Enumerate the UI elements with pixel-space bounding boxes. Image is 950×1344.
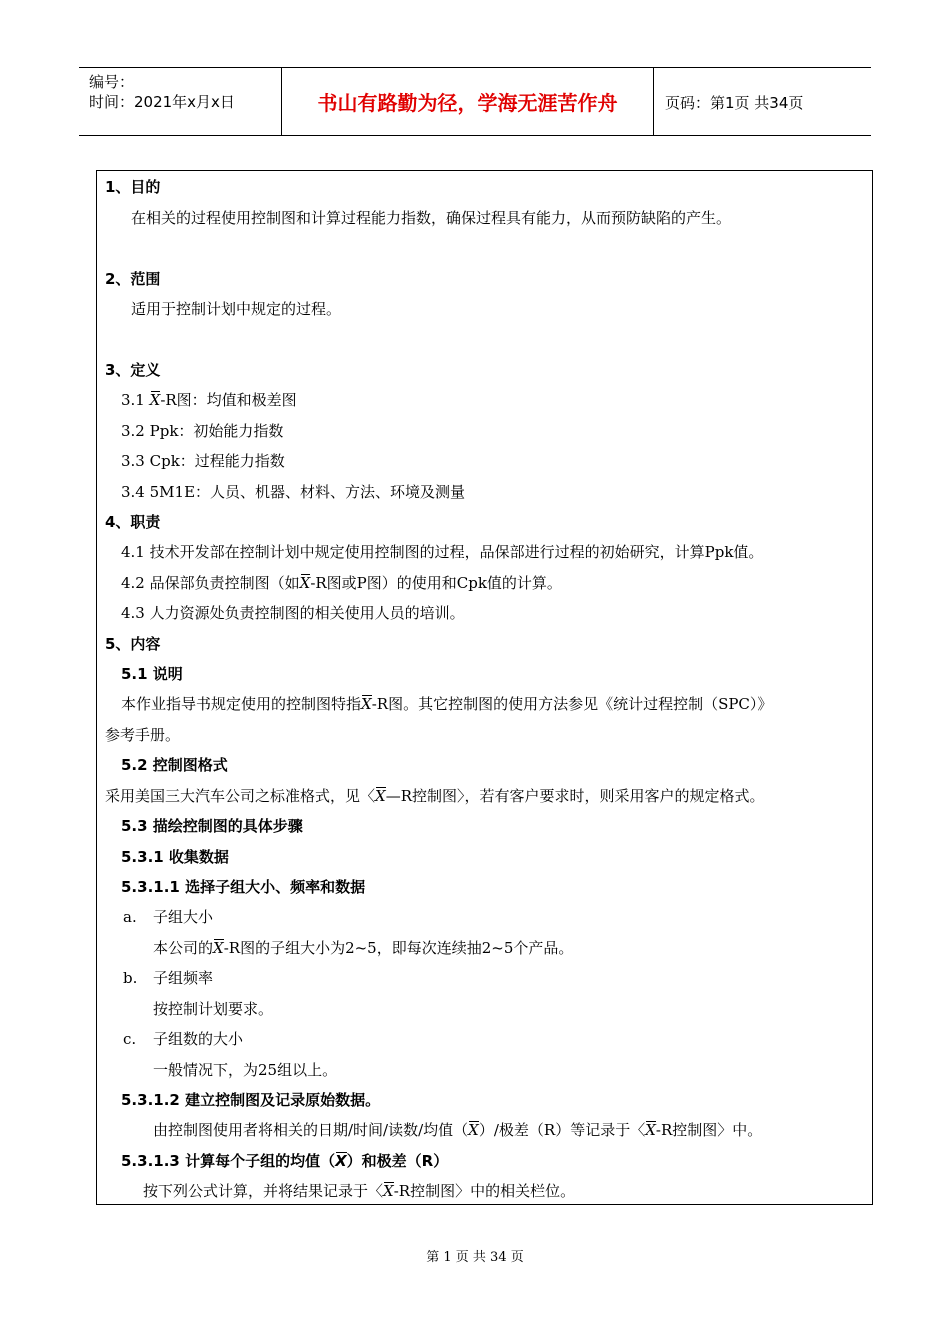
section-2-title: 2、范围 — [105, 270, 161, 288]
section-5-title: 5、内容 — [105, 635, 161, 653]
item-a-label: a. — [123, 908, 137, 926]
header-page-label: 页码：第1页 共34页 — [665, 94, 804, 112]
definition-3-1: 3.1 X-R图：均值和极差图 — [121, 391, 297, 409]
item-c-text: 一般情况下，为25组以上。 — [153, 1061, 338, 1079]
section-5-1-text-cont: 参考手册。 — [105, 726, 181, 744]
x-bar-symbol: X — [213, 939, 224, 957]
x-bar-symbol: X — [383, 1182, 394, 1200]
header-motto: 书山有路勤为径，学海无涯苦作舟 — [317, 91, 618, 115]
x-bar-symbol: X — [645, 1121, 656, 1139]
definition-3-2: 3.2 Ppk：初始能力指数 — [121, 422, 284, 440]
item-c-label: c. — [123, 1030, 137, 1048]
section-5-2-text: 采用美国三大汽车公司之标准格式，见〈X—R控制图〉，若有客户要求时，则采用客户的规定格式。 — [105, 787, 765, 805]
header-divider — [653, 68, 654, 135]
number-label: 编号： — [89, 73, 135, 91]
section-5-3-1-2-text: 由控制图使用者将相关的日期/时间/读数/均值（X）/极差（R）等记录于〈X-R控制图〉中。 — [153, 1121, 763, 1139]
x-bar-symbol: X — [468, 1121, 479, 1139]
responsibility-4-1: 4.1 技术开发部在控制计划中规定使用控制图的过程，品保部进行过程的初始研究，计算Ppk值。 — [121, 543, 764, 561]
section-5-3-1-3-title: 5.3.1.3 计算每个子组的均值（X）和极差（R） — [121, 1152, 449, 1170]
header-meta — [89, 72, 235, 112]
x-bar-symbol: X — [299, 574, 311, 592]
section-4-title: 4、职责 — [105, 513, 161, 531]
section-5-1-title: 5.1 说明 — [121, 665, 183, 683]
definition-3-3: 3.3 Cpk：过程能力指数 — [121, 452, 285, 470]
responsibility-4-3: 4.3 人力资源处负责控制图的相关使用人员的培训。 — [121, 604, 465, 622]
definition-3-4: 3.4 5M1E：人员、机器、材料、方法、环境及测量 — [121, 483, 466, 501]
item-c-title: 子组数的大小 — [153, 1030, 244, 1048]
section-5-3-1-2-title: 5.3.1.2 建立控制图及记录原始数据。 — [121, 1091, 381, 1109]
section-5-1-text: 本作业指导书规定使用的控制图特指X-R图。其它控制图的使用方法参见《统计过程控制（SPC）》 — [121, 695, 773, 713]
item-b-title: 子组频率 — [153, 969, 214, 987]
date-label: 时间：2021年x月x日 — [89, 93, 235, 111]
x-bar-symbol: X — [375, 787, 386, 805]
section-5-3-title: 5.3 描绘控制图的具体步骤 — [121, 817, 303, 835]
x-bar-symbol: X — [361, 695, 372, 713]
page-footer: 第 1 页 共 34 页 — [426, 1250, 524, 1265]
x-bar-symbol: X — [335, 1152, 347, 1170]
content-frame — [96, 170, 873, 1205]
section-5-2-title: 5.2 控制图格式 — [121, 756, 228, 774]
section-5-3-1-1-title: 5.3.1.1 选择子组大小、频率和数据 — [121, 878, 366, 896]
x-bar-symbol: X — [149, 391, 161, 409]
section-3-title: 3、定义 — [105, 361, 161, 379]
section-5-3-1-title: 5.3.1 收集数据 — [121, 848, 229, 866]
section-2-text: 适用于控制计划中规定的过程。 — [131, 300, 342, 318]
section-1-text: 在相关的过程使用控制图和计算过程能力指数，确保过程具有能力，从而预防缺陷的产生。 — [131, 209, 732, 227]
item-a-text: 本公司的X-R图的子组大小为2~5，即每次连续抽2~5个产品。 — [153, 939, 574, 957]
item-b-label: b. — [123, 969, 138, 987]
item-b-text: 按控制计划要求。 — [153, 1000, 274, 1018]
section-1-title: 1、目的 — [105, 178, 161, 196]
item-a-title: 子组大小 — [153, 908, 214, 926]
document-header — [79, 67, 871, 136]
section-5-3-1-3-text: 按下列公式计算，并将结果记录于〈X-R控制图〉中的相关栏位。 — [143, 1182, 576, 1200]
responsibility-4-2: 4.2 品保部负责控制图（如X-R图或P图）的使用和Cpk值的计算。 — [121, 574, 562, 592]
